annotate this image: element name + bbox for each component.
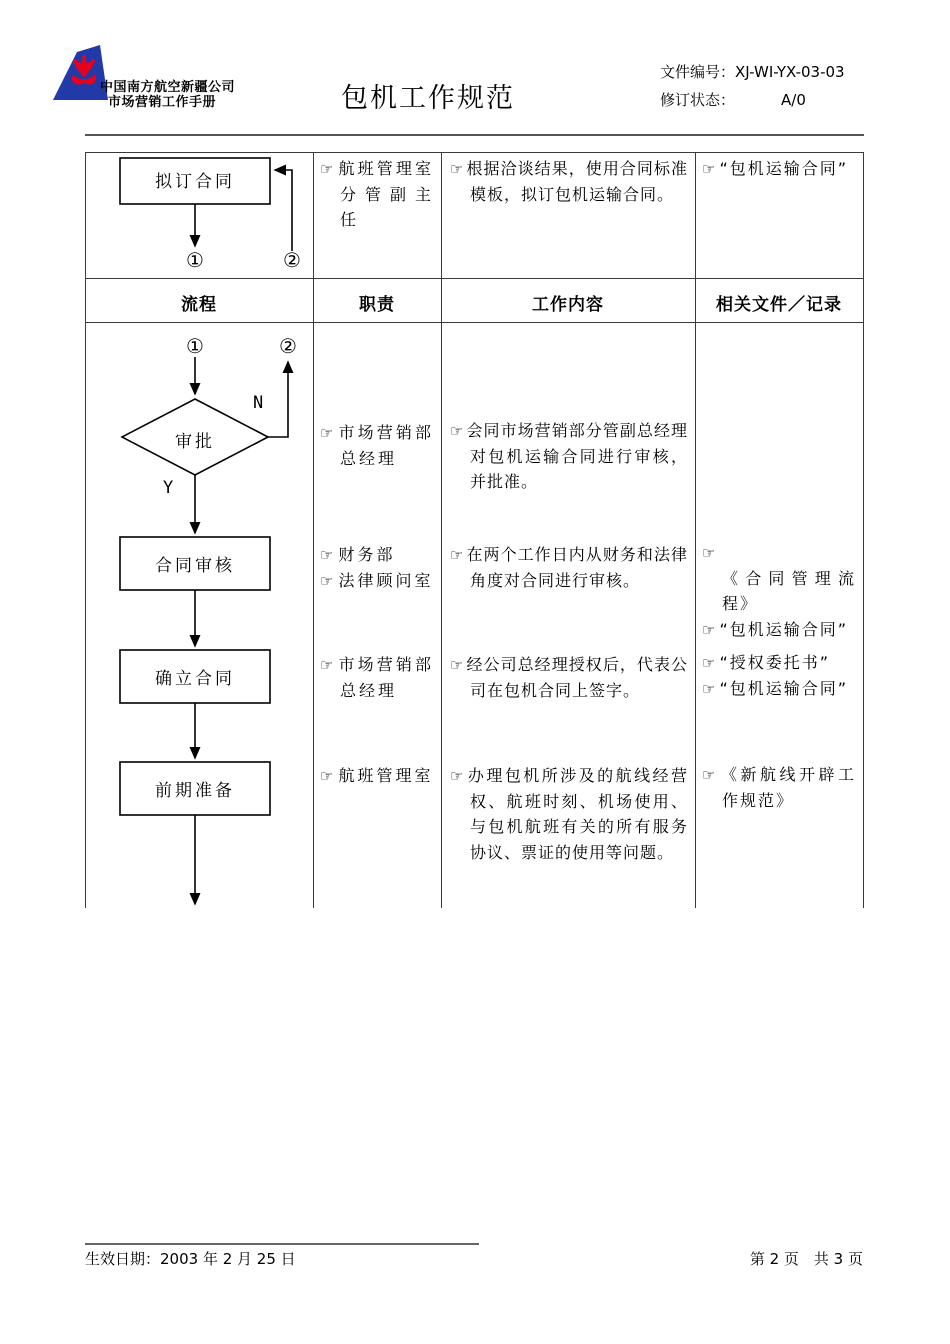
branch-label-y: Y [163,478,174,498]
manual-name: 市场营销工作手册 [108,95,217,110]
col-header-docs: 相关文件／记录 [716,295,842,315]
pointing-hand-icon: ☞ [320,546,337,564]
page-title: 包机工作规范 [341,83,515,114]
duty-cell: ☞ 航班管理室 [320,766,434,785]
flow-box-establish-contract-label: 确立合同 [155,669,235,689]
table-col-divider-2 [441,152,442,908]
work-content-cell: ☞ 会同市场营销部分管副总经理对包机运输合同进行审核，并批准。 [450,421,688,492]
flow-n-branch-arrow [268,362,288,437]
pointing-hand-icon: ☞ [450,656,465,674]
connector-2-circle: ② [279,334,297,358]
related-docs-cell: ☞《合同管理流程》 ☞ “包机运输合同” [702,544,856,639]
header-rule [85,134,864,136]
doc-number-value: XJ-WI-YX-03-03 [735,63,845,81]
doc-meta-block [660,58,845,114]
effective-date: 生效日期：2003 年 2 月 25 日 [85,1250,296,1268]
flow-return-arrow [275,170,292,251]
pointing-hand-icon: ☞ [702,544,718,562]
page-number: 第 2 页 共 3 页 [749,1250,863,1268]
duty-cell: ☞ 财务部 ☞ 法律顾问室 [320,545,434,590]
work-content-cell: ☞ 在两个工作日内从财务和法律角度对合同进行审核。 [450,545,688,590]
company-name: 中国南方航空新疆公司 [100,80,236,95]
revision-value: A/0 [781,91,806,109]
related-docs-cell: ☞ “授权委托书” ☞ “包机运输合同” [702,653,849,698]
pointing-hand-icon: ☞ [702,679,718,698]
doc-number-label: 文件编号： [660,63,736,81]
pointing-hand-icon: ☞ [320,767,337,785]
connector-1-circle: ① [186,248,204,272]
work-content-cell: ☞ 办理包机所涉及的航线经营权、航班时刻、机场使用、与包机航班有关的所有服务协议、票证的使用等问题。 [450,766,688,862]
work-content-cell: ☞ 根据洽谈结果，使用合同标准模板，拟订包机运输合同。 [450,159,688,204]
pointing-hand-icon: ☞ [702,766,718,784]
connector-1-circle: ① [186,334,204,358]
revision-label: 修订状态： [660,91,736,109]
pointing-hand-icon: ☞ [702,160,718,178]
pointing-hand-icon: ☞ [320,160,337,178]
related-docs-cell: ☞ 《新航线开辟工作规范》 [702,765,856,810]
duty-cell: ☞ 市场营销部总经理 [320,655,434,700]
table-col-divider-3 [695,152,696,908]
company-name-block [100,80,235,110]
pointing-hand-icon: ☞ [702,620,718,639]
pointing-hand-icon: ☞ [450,160,465,178]
pointing-hand-icon: ☞ [320,571,337,590]
flow-box-draft-contract-label: 拟订合同 [155,172,235,192]
col-header-content: 工作内容 [532,295,604,315]
duty-cell: ☞ 市场营销部总经理 [320,423,434,468]
col-header-duty: 职责 [359,295,395,315]
pointing-hand-icon: ☞ [702,654,718,672]
footer-rule [85,1243,479,1245]
related-docs-cell: ☞ “包机运输合同” [702,159,849,178]
connector-2-circle: ② [283,248,301,272]
pointing-hand-icon: ☞ [320,424,337,442]
work-content-cell: ☞ 经公司总经理授权后，代表公司在包机合同上签字。 [450,655,688,700]
branch-label-n: N [253,393,264,413]
table-col-divider-1 [313,152,314,908]
pointing-hand-icon: ☞ [320,656,337,674]
pointing-hand-icon: ☞ [450,767,465,785]
duty-cell: ☞ 航班管理室分管副主任 [320,159,434,230]
flow-diamond-approve-label: 审批 [175,432,215,452]
table-right-border [863,152,864,908]
flow-box-preparation-label: 前期准备 [155,781,235,801]
col-header-process: 流程 [181,295,217,315]
pointing-hand-icon: ☞ [450,422,465,440]
pointing-hand-icon: ☞ [450,546,465,564]
flow-box-contract-review-label: 合同审核 [155,556,235,576]
